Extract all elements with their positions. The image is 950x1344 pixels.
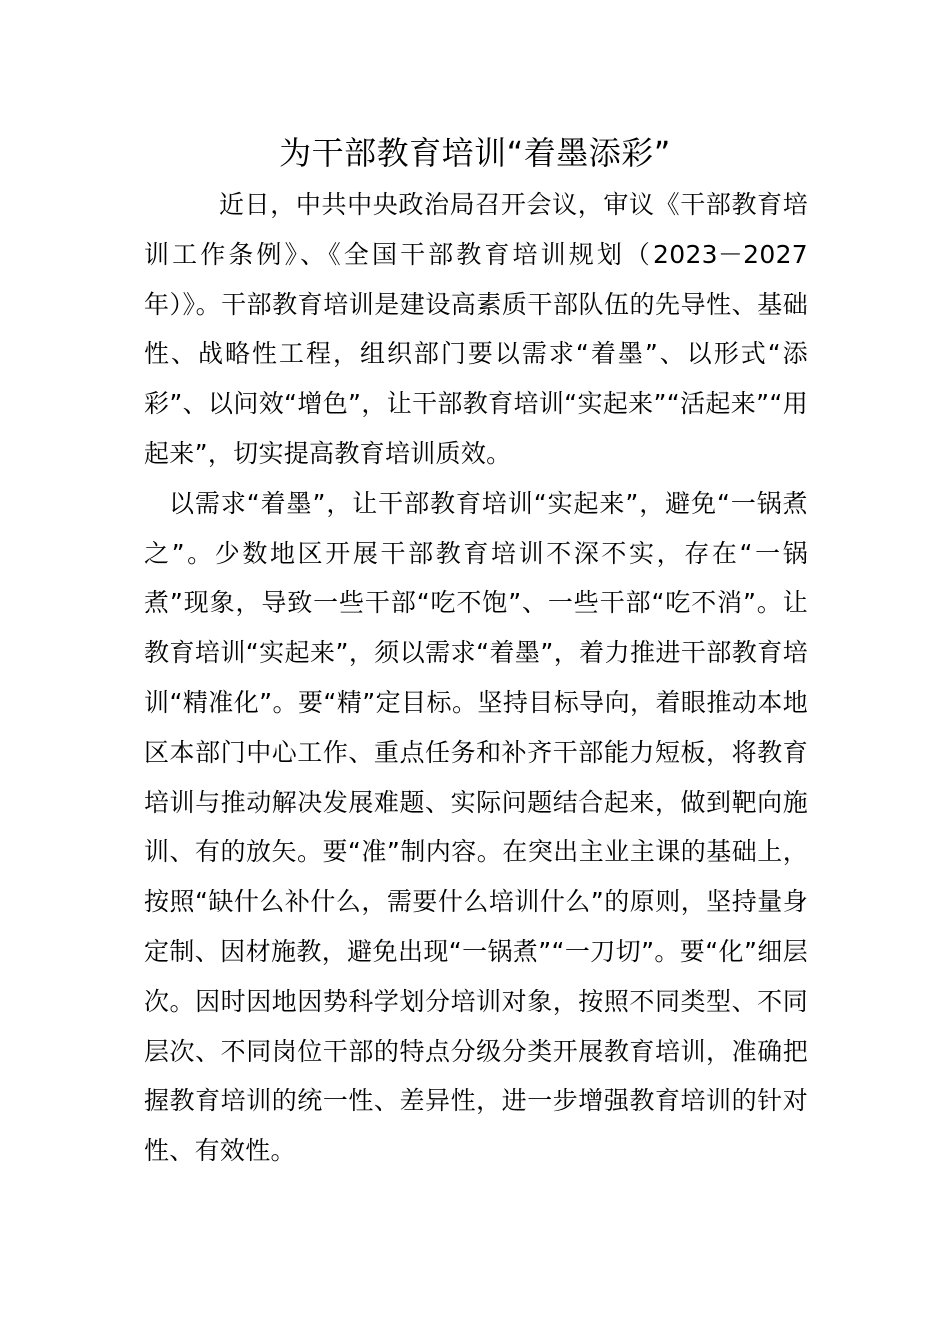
document-title: 为干部教育培训“着墨添彩” <box>279 134 671 172</box>
paragraph-intro: 近日，中共中央政治局召开会议，审议《干部教育培训工作条例》、《全国干部教育培训规划（2023－2027年）》。干部教育培训是建设高素质干部队伍的先导性、基础性、战略性工程，组织部门要以需求“着墨”、以形式“添彩”、以问效“增色”，让干部教育培训“实起来”“活起来”“用起来”，切实提高教育培训质效。 <box>144 190 808 468</box>
paragraph-demand: 以需求“着墨”，让干部教育培训“实起来”，避免“一锅煮之”。少数地区开展干部教育培训不深不实，存在“一锅煮”现象，导致一些干部“吃不饱”、一些干部“吃不消”。让教育培训“实起来”，须以需求“着墨”，着力推进干部教育培训“精准化”。要“精”定目标。坚持目标导向，着眼推动本地区本部门中心工作、重点任务和补齐干部能力短板，将教育培训与推动解决发展难题、实际问题结合起来，做到靶向施训、有的放矢。要“准”制内容。在突出主业主课的基础上，按照“缺什么补什么，需要什么培训什么”的原则，坚持量身定制、因材施教，避免出现“一锅煮”“一刀切”。要“化”细层次。因时因地因势科学划分培训对象，按照不同类型、不同层次、不同岗位干部的特点分级分类开展教育培训，准确把握教育培训的统一性、差异性，进一步增强教育培训的针对性、有效性。 <box>144 488 808 1166</box>
document-body <box>144 180 808 1176</box>
